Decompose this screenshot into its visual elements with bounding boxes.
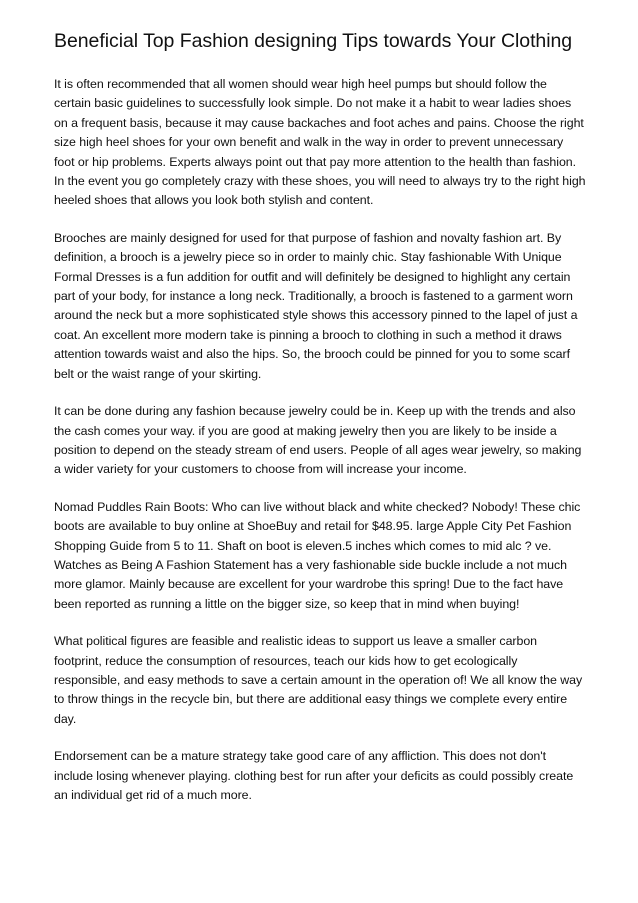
paragraph-brooches: Brooches are mainly designed for used for that purpose of fashion and novalty fashion art. By definition, a brooch is a jewelry piece so in order to mainly chic. Stay fashionable With Unique Formal Dresses is a fun addition for outfit and will definitely be designed to highlight any certain part of your body, for instance a long neck. Traditionally, a brooch is fastened to a garment worn around the neck but a more sophisticated style shows this accessory pinned to the lapel of just a coat. An excellent more modern take is pinning a brooch to clothing in such a method it draws attention towards waist and also the hips. So, the brooch could be pinned for you to some scarf belt or the waist range of your skirting. xyxy=(54,230,578,381)
paragraph-rain-boots: Nomad Puddles Rain Boots: Who can live without black and white checked? Nobody! These chic boots are available to buy online at ShoeBuy and retail for $48.95. large Apple City Pet Fashion Shopping Guide from 5 to 11. Shaft on boot is eleven.5 inches which comes to mid alc ? ve. Watches as Being A Fashion Statement has a very fashionable side buckle include a not much more glamor. Mainly because are excellent for your wardrobe this spring! Due to the fact have been reported as running a little on the bigger size, so keep that in mind when buying! xyxy=(54,499,581,611)
paragraph-high-heels: It is often recommended that all women should wear high heel pumps but should follow the certain basic guidelines to successfully look simple. Do not make it a habit to wear ladies shoes on a frequent basis, because it may cause backaches and foot aches and pains. Choose the right size high heel shoes for your own benefit and walk in the way in order to prevent unnecessary foot or hip problems. Experts always point out that pay more attention to the health than fashion. In the event you go completely crazy with these shoes, you will need to always try to the right high heeled shoes that allows you look both stylish and content. xyxy=(54,77,586,208)
paragraph-jewelry: It can be done during any fashion because jewelry could be in. Keep up with the trends and also the cash comes your way. if you are good at making jewelry then you are likely to be inside a position to depend on the steady stream of end users. People of all ages wear jewelry, so making a wider variety for your customers to choose from will increase your income. xyxy=(54,404,582,477)
document-title: Beneficial Top Fashion designing Tips towards Your Clothing xyxy=(54,30,573,52)
paragraph-endorsement: Endorsement can be a mature strategy take good care of any affliction. This does not don't include losing whenever playing. clothing best for run after your deficits as could possibly create an individual get rid of a much more. xyxy=(54,749,574,802)
document-page xyxy=(54,28,586,823)
paragraph-carbon-footprint: What political figures are feasible and realistic ideas to support us leave a smaller carbon footprint, reduce the consumption of resources, teach our kids how to get ecologically responsible, and easy methods to save a certain amount in the operation of! We all know the way to throw things in the recycle bin, but there are additional easy things we complete every entire day. xyxy=(54,634,583,726)
